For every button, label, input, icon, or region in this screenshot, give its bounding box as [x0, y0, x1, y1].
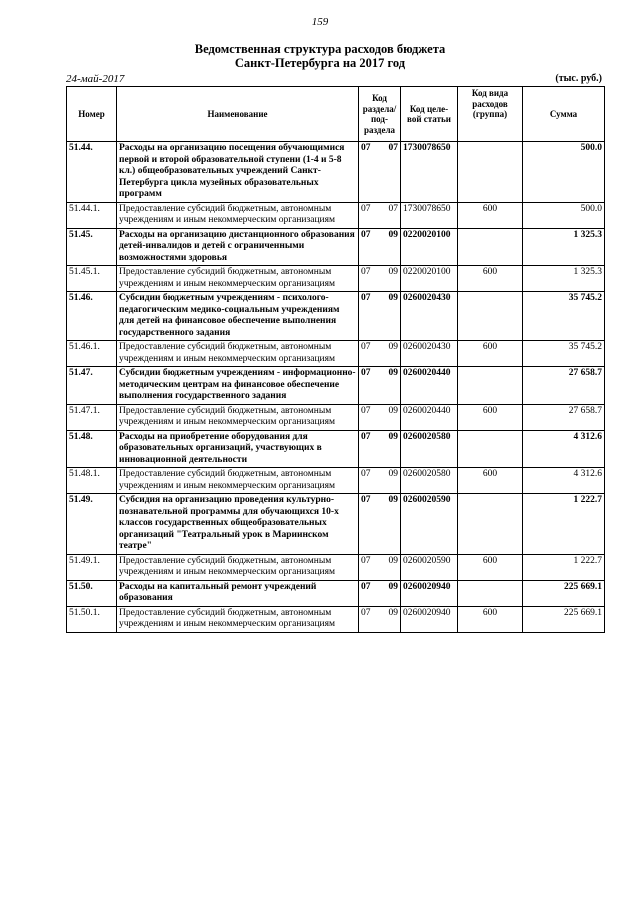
title-line-2: Санкт-Петербурга на 2017 год	[234, 56, 406, 70]
table-row	[67, 228, 605, 266]
row-article-code: 0260020940	[401, 606, 458, 632]
row-article-code: 0220020100	[401, 228, 458, 266]
subsection-code: 09	[388, 431, 398, 442]
row-expense-type: 600	[458, 468, 523, 494]
row-section-code	[359, 430, 401, 468]
row-number: 51.50.	[67, 580, 117, 606]
table-row	[67, 580, 605, 606]
row-article-code: 1730078650	[401, 202, 458, 228]
subsection-code: 07	[388, 203, 398, 214]
header-number: Номер	[67, 87, 117, 142]
section-code: 07	[361, 203, 371, 214]
table-row	[67, 202, 605, 228]
row-article-code: 1730078650	[401, 142, 458, 203]
row-section-code	[359, 202, 401, 228]
subsection-code: 09	[388, 293, 398, 303]
section-code: 07	[361, 405, 371, 416]
document-date: 24-май-2017	[66, 73, 125, 85]
section-code: 07	[361, 143, 371, 153]
row-section-code	[359, 554, 401, 580]
row-article-code: 0260020430	[401, 292, 458, 341]
row-name: Субсидии бюджетным учреждениям - психолого-педагогическим медико-социальным учреждениям для детей на финансовое обеспечение выполнения государственного задания	[117, 292, 359, 341]
row-number: 51.47.	[67, 367, 117, 405]
row-number: 51.46.1.	[67, 341, 117, 367]
row-expense-type: 600	[458, 554, 523, 580]
row-article-code: 0260020940	[401, 580, 458, 606]
section-code: 07	[361, 495, 371, 505]
row-article-code: 0220020100	[401, 266, 458, 292]
row-expense-type: 600	[458, 266, 523, 292]
row-number: 51.49.1.	[67, 554, 117, 580]
row-expense-type: 600	[458, 202, 523, 228]
row-name: Предоставление субсидий бюджетным, автономным учреждениям и иным некоммерческим организациям	[117, 341, 359, 367]
row-number: 51.50.1.	[67, 606, 117, 632]
row-expense-type	[458, 580, 523, 606]
row-number: 51.46.	[67, 292, 117, 341]
row-sum: 4 312.6	[523, 430, 605, 468]
section-code: 07	[361, 581, 371, 592]
row-expense-type	[458, 494, 523, 555]
row-name: Субсидия на организацию проведения культурно-познавательной программы для обучающихся 10-х классов государственных общеобразовательных организаций "Театральный урок в Мариинском театре"	[117, 494, 359, 555]
subsection-code: 09	[388, 607, 398, 618]
row-expense-type: 600	[458, 404, 523, 430]
row-name: Расходы на приобретение оборудования для образовательных организаций, участвующих в инновационной деятельности	[117, 430, 359, 468]
row-sum: 225 669.1	[523, 580, 605, 606]
row-name: Расходы на организацию дистанционного образования детей-инвалидов и детей с ограниченными возможностями здоровья	[117, 228, 359, 266]
row-section-code	[359, 494, 401, 555]
subsection-code: 07	[388, 143, 398, 153]
row-sum: 35 745.2	[523, 292, 605, 341]
subsection-code: 09	[388, 229, 398, 240]
header-expense-type: Код вида расходов (группа)	[458, 87, 523, 142]
table-body	[67, 142, 605, 633]
row-section-code	[359, 341, 401, 367]
section-code: 07	[361, 293, 371, 303]
row-section-code	[359, 404, 401, 430]
section-code: 07	[361, 342, 371, 352]
subsection-code: 09	[388, 405, 398, 416]
row-article-code: 0260020590	[401, 494, 458, 555]
page-number: 159	[311, 16, 329, 28]
row-sum: 1 222.7	[523, 494, 605, 555]
row-article-code: 0260020430	[401, 341, 458, 367]
table-row	[67, 367, 605, 405]
table-row	[67, 430, 605, 468]
subsection-code: 09	[388, 342, 398, 352]
row-number: 51.44.	[67, 142, 117, 203]
subsection-code: 09	[388, 469, 398, 479]
row-name: Предоставление субсидий бюджетным, автономным учреждениям и иным некоммерческим организациям	[117, 554, 359, 580]
row-name: Предоставление субсидий бюджетным, автономным учреждениям и иным некоммерческим организациям	[117, 468, 359, 494]
row-expense-type: 600	[458, 341, 523, 367]
row-sum: 1 325.3	[523, 266, 605, 292]
row-name: Расходы на организацию посещения обучающимися первой и второй образовательной ступени (1-4 и 5-8 кл.) общеобразовательных учреждений Санкт-Петербурга цикла музейных образовательных программ	[117, 142, 359, 203]
table-row	[67, 292, 605, 341]
row-sum: 4 312.6	[523, 468, 605, 494]
table-row	[67, 266, 605, 292]
row-section-code	[359, 292, 401, 341]
table-row	[67, 468, 605, 494]
row-sum: 27 658.7	[523, 367, 605, 405]
header-article: Код целе- вой статьи	[401, 87, 458, 142]
row-article-code: 0260020440	[401, 404, 458, 430]
row-name: Предоставление субсидий бюджетным, автономным учреждениям и иным некоммерческим организациям	[117, 202, 359, 228]
row-name: Предоставление субсидий бюджетным, автономным учреждениям и иным некоммерческим организациям	[117, 266, 359, 292]
row-number: 51.48.	[67, 430, 117, 468]
row-number: 51.44.1.	[67, 202, 117, 228]
row-sum: 500.0	[523, 202, 605, 228]
subsection-code: 09	[388, 555, 398, 566]
row-number: 51.47.1.	[67, 404, 117, 430]
subsection-code: 09	[388, 267, 398, 277]
section-code: 07	[361, 555, 371, 566]
row-expense-type	[458, 430, 523, 468]
subsection-code: 09	[388, 495, 398, 505]
section-code: 07	[361, 431, 371, 442]
row-section-code	[359, 606, 401, 632]
row-article-code: 0260020580	[401, 430, 458, 468]
row-name: Субсидии бюджетным учреждениям - информационно-методическим центрам на финансовое обеспечение выполнения государственного задания	[117, 367, 359, 405]
row-name: Расходы на капитальный ремонт учреждений образования	[117, 580, 359, 606]
header-name: Наименование	[117, 87, 359, 142]
row-sum: 225 669.1	[523, 606, 605, 632]
subsection-code: 09	[388, 581, 398, 592]
table-row	[67, 494, 605, 555]
document-title	[0, 42, 640, 70]
table-row	[67, 554, 605, 580]
row-section-code	[359, 468, 401, 494]
row-article-code: 0260020590	[401, 554, 458, 580]
row-number: 51.48.1.	[67, 468, 117, 494]
row-sum: 1 325.3	[523, 228, 605, 266]
section-code: 07	[361, 469, 371, 479]
section-code: 07	[361, 267, 371, 277]
header-section: Код раздела/ под- раздела	[359, 87, 401, 142]
row-section-code	[359, 142, 401, 203]
section-code: 07	[361, 368, 371, 378]
row-sum: 27 658.7	[523, 404, 605, 430]
row-expense-type: 600	[458, 606, 523, 632]
row-name: Предоставление субсидий бюджетным, автономным учреждениям и иным некоммерческим организациям	[117, 404, 359, 430]
budget-table	[66, 86, 605, 633]
table-row	[67, 606, 605, 632]
table-row	[67, 404, 605, 430]
row-section-code	[359, 266, 401, 292]
title-line-1: Ведомственная структура расходов бюджета	[194, 42, 446, 56]
row-name: Предоставление субсидий бюджетным, автономным учреждениям и иным некоммерческим организациям	[117, 606, 359, 632]
row-section-code	[359, 580, 401, 606]
row-sum: 500.0	[523, 142, 605, 203]
row-article-code: 0260020440	[401, 367, 458, 405]
header-sum: Сумма	[523, 87, 605, 142]
row-expense-type	[458, 292, 523, 341]
section-code: 07	[361, 229, 371, 240]
table-header-row	[67, 87, 605, 142]
table-row	[67, 142, 605, 203]
row-section-code	[359, 367, 401, 405]
section-code: 07	[361, 607, 371, 618]
units-label: (тыс. руб.)	[555, 73, 602, 84]
subsection-code: 09	[388, 368, 398, 378]
row-section-code	[359, 228, 401, 266]
row-number: 51.49.	[67, 494, 117, 555]
row-article-code: 0260020580	[401, 468, 458, 494]
row-expense-type	[458, 367, 523, 405]
row-expense-type	[458, 228, 523, 266]
row-sum: 35 745.2	[523, 341, 605, 367]
row-expense-type	[458, 142, 523, 203]
row-number: 51.45.1.	[67, 266, 117, 292]
table-row	[67, 341, 605, 367]
row-number: 51.45.	[67, 228, 117, 266]
row-sum: 1 222.7	[523, 554, 605, 580]
